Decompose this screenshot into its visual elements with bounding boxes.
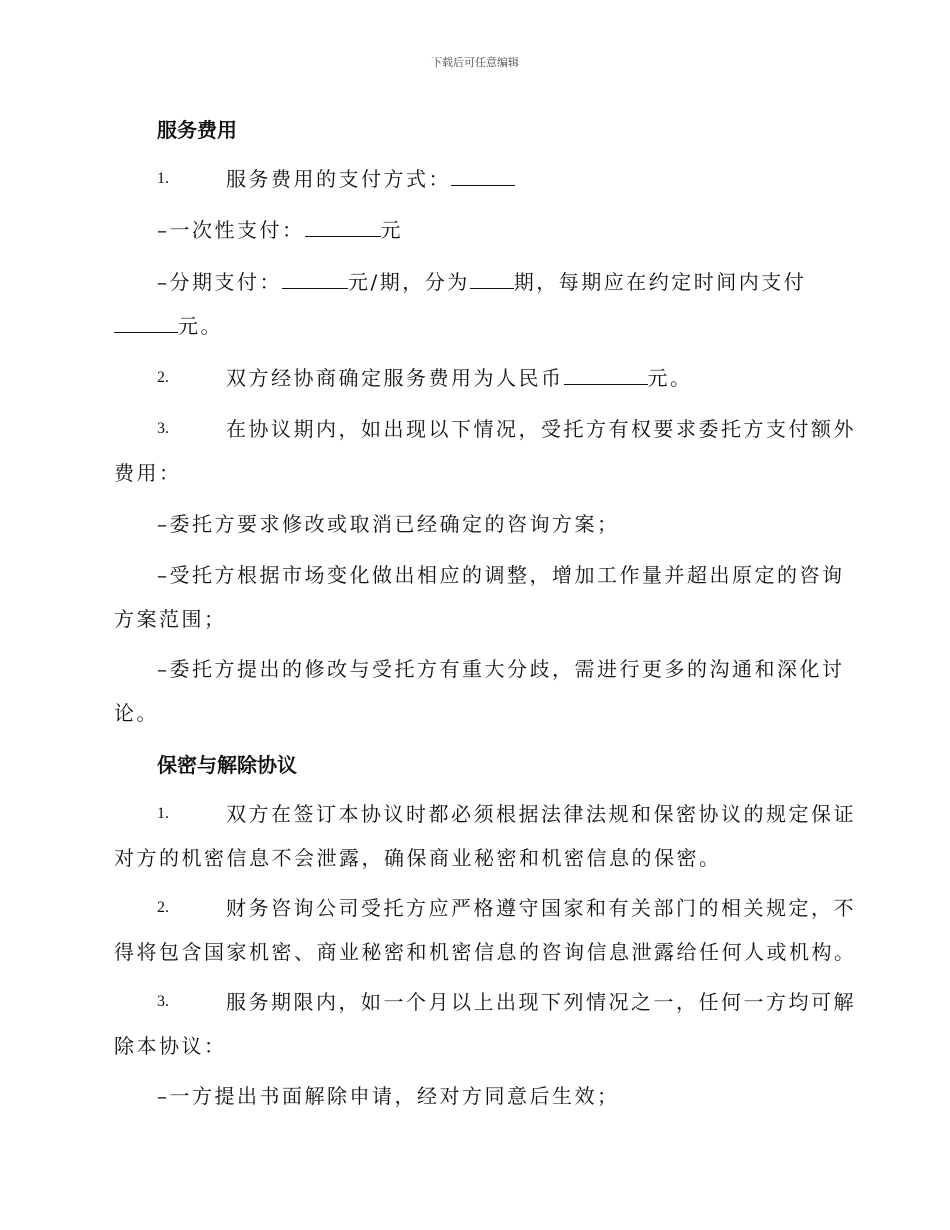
fill-blank bbox=[564, 366, 648, 385]
paragraph-line: 服务期限内，如一个月以上出现下列情况之一，任何一方均可解 bbox=[226, 990, 856, 1014]
fill-blank bbox=[470, 270, 514, 289]
paragraph-line: 对方的机密信息不会泄露，确保商业秘密和机密信息的保密。 bbox=[114, 846, 722, 870]
paragraph-line: 双方在签订本协议时都必须根据法律法规和保密协议的规定保证 bbox=[226, 802, 856, 826]
paragraph-line bbox=[114, 314, 223, 338]
paragraph-line: 费用： bbox=[114, 461, 182, 485]
paragraph-line: –一方提出书面解除申请，经对方同意后生效； bbox=[157, 1084, 620, 1108]
page-header: 下载后可任意编辑 bbox=[431, 56, 519, 69]
paragraph-line: –受托方根据市场变化做出相应的调整，增加工作量并超出原定的咨询 bbox=[157, 563, 845, 587]
paragraph-line: 论。 bbox=[114, 701, 159, 725]
paragraph-text: 元。 bbox=[647, 366, 693, 390]
paragraph-text: 双方经协商确定服务费用为人民币 bbox=[226, 366, 564, 390]
paragraph-line: 除本协议： bbox=[114, 1034, 227, 1058]
paragraph-line: –委托方要求修改或取消已经确定的咨询方案； bbox=[157, 512, 620, 536]
item-number: 1. bbox=[157, 170, 169, 187]
paragraph-line: 财务咨询公司受托方应严格遵守国家和有关部门的相关规定，不 bbox=[226, 896, 856, 920]
paragraph-line: 得将包含国家机密、商业秘密和机密信息的咨询信息泄露给任何人或机构。 bbox=[114, 940, 857, 964]
paragraph-text: –一次性支付： bbox=[157, 218, 305, 242]
paragraph-line bbox=[226, 366, 693, 390]
item-number: 3. bbox=[157, 420, 169, 437]
paragraph-text: 元/期，分为 bbox=[348, 270, 470, 294]
paragraph-text: 元。 bbox=[178, 314, 223, 338]
fill-blank bbox=[282, 270, 348, 289]
paragraph-line bbox=[157, 270, 806, 294]
paragraph-line: 在协议期内，如出现以下情况，受托方有权要求委托方支付额外 bbox=[226, 417, 856, 441]
paragraph-line: –委托方提出的修改与受托方有重大分歧，需进行更多的沟通和深化讨 bbox=[157, 657, 845, 681]
item-number: 1. bbox=[157, 805, 169, 822]
paragraph-text: 元 bbox=[380, 218, 403, 242]
paragraph-line bbox=[226, 167, 515, 191]
section-title-fees: 服务费用 bbox=[157, 118, 237, 142]
item-number: 2. bbox=[157, 369, 169, 386]
section-title-confidentiality: 保密与解除协议 bbox=[157, 753, 297, 777]
paragraph-text: 期，每期应在约定时间内支付 bbox=[513, 270, 807, 294]
paragraph-line bbox=[157, 218, 403, 242]
paragraph-text: –分期支付： bbox=[157, 270, 282, 294]
fill-blank bbox=[451, 167, 515, 186]
fill-blank bbox=[305, 218, 381, 237]
paragraph-line: 方案范围； bbox=[114, 607, 227, 631]
item-number: 2. bbox=[157, 899, 169, 916]
fill-blank bbox=[114, 314, 178, 333]
paragraph-text: 服务费用的支付方式： bbox=[226, 167, 451, 191]
item-number: 3. bbox=[157, 993, 169, 1010]
